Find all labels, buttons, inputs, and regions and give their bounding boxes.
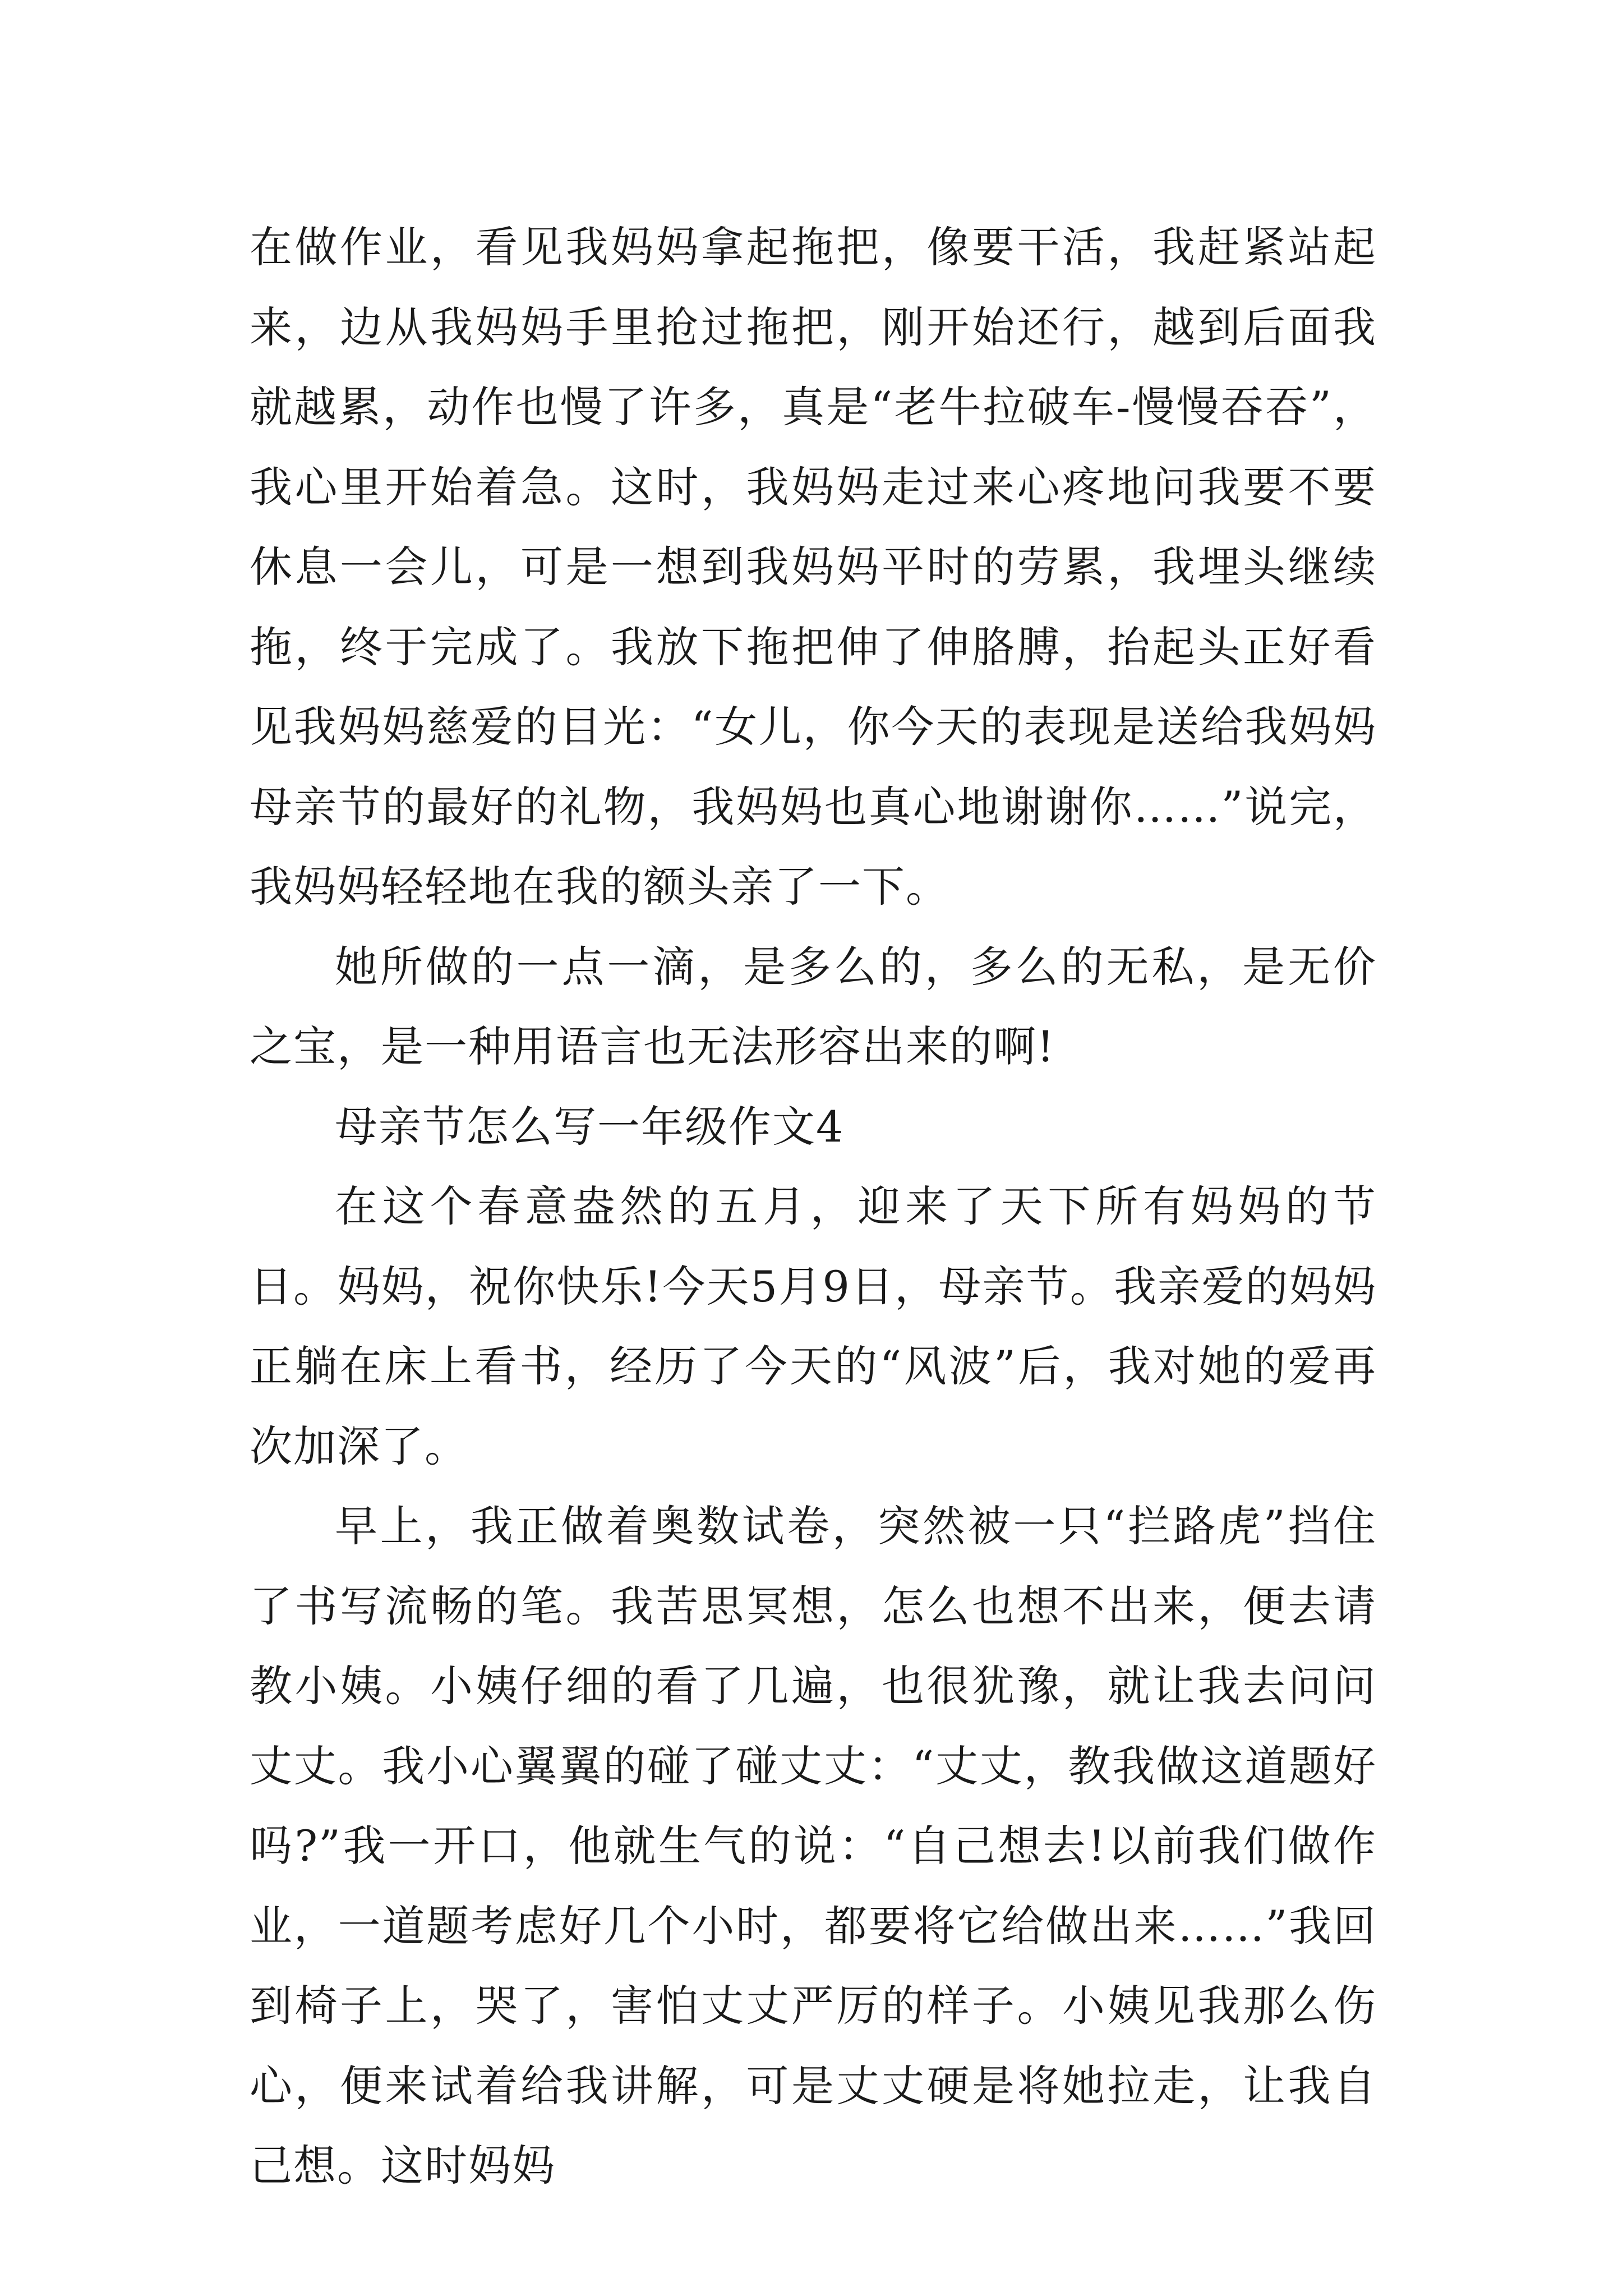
- paragraph-2: 她所做的一点一滴，是多么的，多么的无私，是无价之宝，是一种用语言也无法形容出来的啊!: [250, 941, 1377, 1071]
- paragraph-1: 在做作业，看见我妈妈拿起拖把，像要干活，我赶紧站起来，边从我妈妈手里抢过拖把，刚开始还行，越到后面我就越累，动作也慢了许多，真是“老牛拉破车-慢慢吞吞”，我心里开始着急。这时，我妈妈走过来心疼地问我要不要休息一会儿，可是一想到我妈妈平时的劳累，我埋头继续拖，终于完成了。我放下拖把伸了伸胳膊，抬起头正好看见我妈妈慈爱的目光：“女儿，你今天的表现是送给我妈妈母亲节的最好的礼物，我妈妈也真心地谢谢你……”说完，我妈妈轻轻地在我的额头亲了一下。: [250, 222, 1377, 912]
- paragraph-4: 早上，我正做着奥数试卷，突然被一只“拦路虎”挡住了书写流畅的笔。我苦思冥想，怎么也想不出来，便去请教小姨。小姨仔细的看了几遍，也很犹豫，就让我去问问丈丈。我小心翼翼的碰了碰丈丈：“丈丈，教我做这道题好吗?”我一开口，他就生气的说：“自己想去!以前我们做作业，一道题考虑好几个小时，都要将它给做出来……”我回到椅子上，哭了，害怕丈丈严厉的样子。小姨见我那么伤心，便来试着给我讲解，可是丈丈硬是将她拉走，让我自己想。这时妈妈: [250, 1501, 1377, 2191]
- paragraph-3: 在这个春意盎然的五月，迎来了天下所有妈妈的节日。妈妈，祝你快乐!今天5月9日，母亲节。我亲爱的妈妈正躺在床上看书，经历了今天的“风波”后，我对她的爱再次加深了。: [250, 1181, 1377, 1471]
- document-body: [250, 208, 1377, 2206]
- section-title: 母亲节怎么写一年级作文4: [335, 1101, 845, 1152]
